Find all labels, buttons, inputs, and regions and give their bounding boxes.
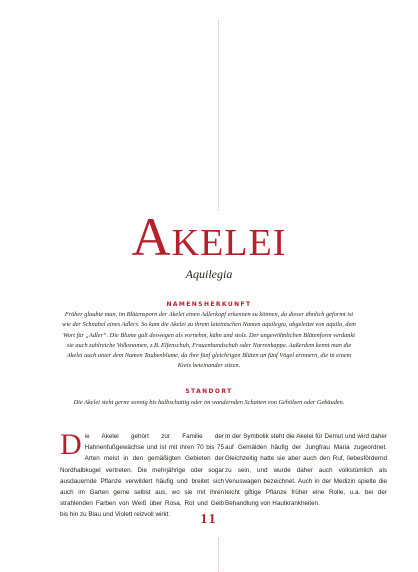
section-heading-location: STANDORT (185, 388, 233, 395)
section-heading-origin: NAMENSHERKUNFT (166, 301, 252, 308)
page-number: 11 (200, 512, 218, 527)
body-column-left (60, 428, 224, 521)
dotted-divider-bottom (218, 538, 219, 572)
body-text-right: In der Symbolik steht die Akelei für Demut und wird daher auf Gemälden häufig der Jungfrau Maria zugeordnet. Gleichzeitig hatte sie aber auch den Ruf, liebesfördernd zu sein, und wurde daher auch volkstümlich als Venuswagen bezeichnet. Auch in der Medizin spielte die leicht giftige Pflanze früher eine Rolle, u.a. bei der Behandlung von Hautkrankheiten. (225, 433, 387, 508)
drop-cap: D (60, 428, 82, 461)
page-title: Akelei (131, 207, 287, 267)
body-text-left: ie Akelei gehört zur Familie der Hahnenfußgewächse und ist mit ihren 70 bis 75 Arten meist in den gemäßigten Gebieten der Nordhalbkugel vertreten. Die mehrjährige oder sogar ausdauernde Pflanze verwildert häufig und breitet sich auch im Garten gerne selbst aus, wo sie mit ihren strahlenden Farben von Weiß über Rosa, Rot und Gelb bis hin zu Blau und Violett reizvoll wirkt. (60, 433, 224, 519)
dotted-divider-top (218, 20, 219, 210)
body-column-right (225, 431, 387, 509)
location-paragraph: Die Akelei steht gerne sonnig bis halbschattig oder im wandernden Schatten von Gehölzen oder Gebäuden. (73, 399, 345, 406)
latin-name: Aquilegia (185, 267, 233, 281)
origin-paragraph: Früher glaubte man, im Blütensporn der Akelei einen Adlerkopf erkennen zu können, da dieser ähnlich geformt ist wie der Schnabel eines Adlers. So kam die Akelei zu ihrem lateinischen Namen aquilegia, abgeleitet von aquila, dem Wort für „Adler“. Die Blume galt deswegen als vornehm, kühn und stolz. Der ungewöhnlichen Blütenform verdankt sie auch zahlreiche Volksnamen, z.B. Elfenschuh, Frauenhandschuh oder Narrenkappe. Außerdem kennt man die Akelei auch unter dem Namen Taubenblume, da ihre fünf gleichrigen Blüten an fünf Vögel erinnern, die in einem Kreis beieinander sitzen. (62, 311, 356, 370)
